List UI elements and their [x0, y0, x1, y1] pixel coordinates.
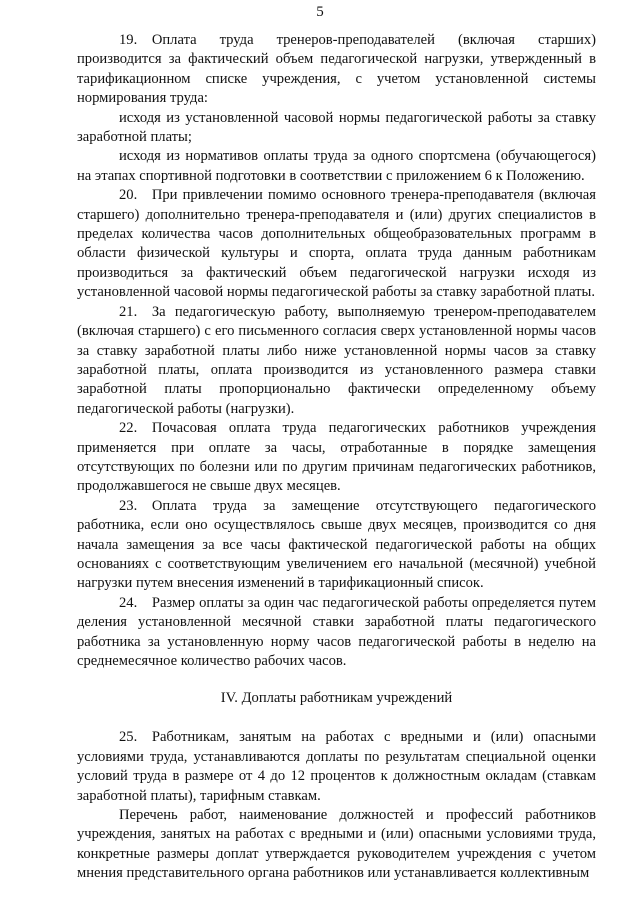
paragraph-23: 23. Оплата труда за замещение отсутствующего педагогического работника, если оно осуществлялось свыше двух месяцев, производится со дня начала замещения за все часы фактической педагогической работы на общих основаниях с соответствующим увеличением его начальной (месячной) учебной нагрузки путем внесения изменений в тарификационный список. [77, 497, 596, 592]
page-number: 5 [316, 4, 324, 20]
paragraph-22: 22. Почасовая оплата труда педагогических работников учреждения применяется при оплате за часы, отработанные в порядке замещения отсутствующих по болезни или по другим причинам педагогических работников, продолжавшегося не свыше двух месяцев. [77, 420, 596, 495]
page-body [77, 31, 596, 884]
paragraph-21: 21. За педагогическую работу, выполняемую тренером-преподавателем (включая старшего) с его письменного согласия сверх установленной нормы часов за ставку заработной платы либо ниже установленной нормы часов за ставку заработной платы, оплата производится из установленного размера ставки заработной платы пропорционально фактически определенному объему педагогической работы (нагрузки). [77, 303, 596, 417]
paragraph-24: 24. Размер оплаты за один час педагогической работы определяется путем деления установленной месячной ставки заработной платы педагогического работника за установленную норму часов педагогической работы в неделю на среднемесячное количество рабочих часов. [77, 594, 596, 669]
paragraph-19: 19. Оплата труда тренеров-преподавателей (включая старших) производится за фактический объем педагогической нагрузки, утвержденный в тарификационном списке учреждения, с учетом установленной системы нормирования труда: [77, 32, 596, 107]
paragraph-25: 25. Работникам, занятым на работах с вредными и (или) опасными условиями труда, устанавливаются доплаты по результатам специальной оценки условий труда в размере от 4 до 12 процентов к должностным окладам (ставкам заработной платы), тарифным ставкам. [77, 729, 596, 804]
paragraph-19-item-1: исходя из установленной часовой нормы педагогической работы за ставку заработной платы; [77, 109, 596, 146]
section-heading: IV. Доплаты работникам учреждений [220, 690, 453, 707]
paragraph-25-list: Перечень работ, наименование должностей и профессий работников учреждения, занятых на работах с вредными и (или) опасными условиями труда, конкретные размеры доплат утверждается руководителем учреждения с учетом мнения представительного органа работников или устанавливается коллективным [77, 807, 596, 882]
paragraph-20: 20. При привлечении помимо основного тренера-преподавателя (включая старшего) дополнительно тренера-преподавателя и (или) других специалистов в пределах количества часов дополнительных общеобразовательных программ в области физической культуры и спорта, оплата труда данным работникам производиться за фактический объем педагогической нагрузки исходя из установленной часовой нормы педагогической работы за ставку заработной платы. [77, 187, 596, 301]
paragraph-19-item-2: исходя из нормативов оплаты труда за одного спортсмена (обучающегося) на этапах спортивной подготовки в соответствии с приложением 6 к Положению. [77, 148, 596, 184]
